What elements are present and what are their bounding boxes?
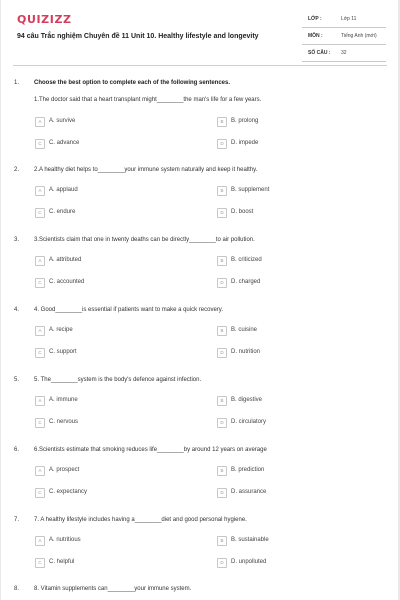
question-number: 8.: [14, 586, 20, 592]
meta-row-count: [302, 45, 386, 62]
option-letter: A: [35, 256, 45, 266]
option-letter: C: [35, 208, 45, 218]
question-number: 5.: [14, 377, 20, 383]
option-letter: D: [217, 558, 227, 568]
option-text: D. unpolluted: [231, 559, 267, 565]
quizizz-logo: QUIZIZZ: [17, 13, 72, 26]
question-3: [1, 237, 398, 307]
meta-value: 32: [341, 50, 347, 56]
option-text: A. nutritious: [49, 537, 81, 543]
option-text: C. support: [49, 349, 77, 355]
option-text: C. helpful: [49, 559, 75, 565]
option-letter: B: [217, 536, 227, 546]
option-letter: C: [35, 558, 45, 568]
option-letter: D: [217, 488, 227, 498]
option-text: A. prospect: [49, 467, 80, 473]
option-letter: B: [217, 466, 227, 476]
meta-box: [302, 11, 386, 62]
meta-value: Lớp 11: [341, 16, 357, 22]
option-text: A. applaud: [49, 187, 78, 193]
option-text: A. recipe: [49, 327, 73, 333]
option-letter: A: [35, 396, 45, 406]
meta-label: LỚP :: [308, 16, 322, 22]
question-8: [1, 586, 398, 600]
option-letter: A: [35, 326, 45, 336]
question-5: [1, 377, 398, 447]
option-letter: C: [35, 278, 45, 288]
question-number: 7.: [14, 517, 20, 523]
meta-row-grade: [302, 11, 386, 28]
option-text: D. charged: [231, 279, 261, 285]
option-text: D. nutrition: [231, 349, 261, 355]
option-letter: D: [217, 208, 227, 218]
option-letter: A: [35, 536, 45, 546]
question-instruction: Choose the best option to complete each of the following sentences.: [34, 80, 231, 86]
meta-value: Tiếng Anh (mới): [341, 33, 377, 39]
option-text: D. impede: [231, 140, 259, 146]
question-stem: 4. Good________is essential if patients want to make a quick recovery.: [34, 307, 223, 313]
meta-label: SỐ CÂU :: [308, 50, 331, 56]
option-text: B. prediction: [231, 467, 265, 473]
option-text: D. assurance: [231, 489, 267, 495]
question-stem: 1.The doctor said that a heart transplant might________the man's life for a few years.: [34, 97, 262, 103]
option-letter: C: [35, 348, 45, 358]
option-letter: A: [35, 186, 45, 196]
option-text: D. circulatory: [231, 419, 267, 425]
question-2: [1, 167, 398, 237]
option-text: A. survive: [49, 118, 76, 124]
question-6: [1, 447, 398, 517]
document-title: 94 câu Trắc nghiệm Chuyên đề 11 Unit 10. Healthy lifestyle and longevity: [17, 33, 259, 40]
option-letter: A: [35, 466, 45, 476]
option-letter: B: [217, 256, 227, 266]
option-letter: B: [217, 326, 227, 336]
option-text: C. expectancy: [49, 489, 88, 495]
question-number: 3.: [14, 237, 20, 243]
option-letter: C: [35, 488, 45, 498]
option-text: B. digestive: [231, 397, 263, 403]
option-text: A. immune: [49, 397, 78, 403]
question-number: 2.: [14, 167, 20, 173]
question-1: [1, 80, 398, 150]
question-stem: 8. Vitamin supplements can________your immune system.: [34, 586, 192, 592]
option-letter: D: [217, 418, 227, 428]
question-stem: 6.Scientists estimate that smoking reduces life________by around 12 years on average: [34, 447, 267, 453]
option-text: C. nervous: [49, 419, 79, 425]
option-text: C. accounted: [49, 279, 85, 285]
meta-row-subject: [302, 28, 386, 45]
option-text: B. prolong: [231, 118, 259, 124]
option-text: D. boost: [231, 209, 254, 215]
question-stem: 7. A healthy lifestyle includes having a________diet and good personal hygiene.: [34, 517, 247, 523]
option-text: B. cuisine: [231, 327, 258, 333]
question-stem: 2.A healthy diet helps to________your immune system naturally and keep it healthy.: [34, 167, 258, 173]
document-page: [1, 0, 398, 600]
option-letter: D: [217, 278, 227, 288]
option-letter: C: [35, 139, 45, 149]
option-letter: B: [217, 396, 227, 406]
question-number: 6.: [14, 447, 20, 453]
option-text: B. criticized: [231, 257, 262, 263]
question-7: [1, 517, 398, 587]
option-letter: A: [35, 117, 45, 127]
option-letter: B: [217, 186, 227, 196]
meta-label: MÔN :: [308, 33, 323, 39]
question-number: 4.: [14, 307, 20, 313]
option-text: C. advance: [49, 140, 80, 146]
question-4: [1, 307, 398, 377]
option-letter: D: [217, 348, 227, 358]
option-text: C. endure: [49, 209, 76, 215]
option-text: A. attributed: [49, 257, 82, 263]
option-letter: B: [217, 117, 227, 127]
question-stem: 3.Scientists claim that one in twenty deaths can be directly________to air pollution.: [34, 237, 255, 243]
option-text: B. supplement: [231, 187, 270, 193]
question-number: 1.: [14, 80, 20, 86]
header-divider: [13, 65, 387, 66]
option-text: B. sustainable: [231, 537, 269, 543]
option-letter: C: [35, 418, 45, 428]
question-stem: 5. The________system is the body's defence against infection.: [34, 377, 202, 383]
option-letter: D: [217, 139, 227, 149]
